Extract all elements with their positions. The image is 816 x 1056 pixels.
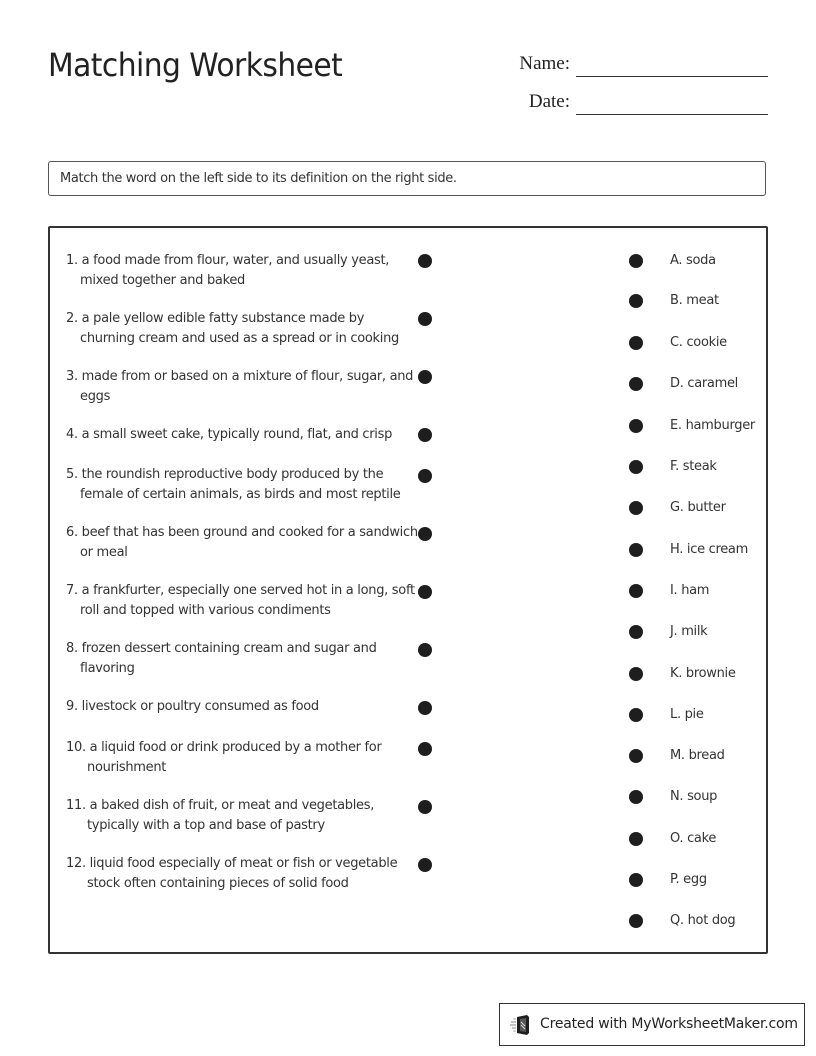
question-dot-10[interactable] xyxy=(418,742,432,756)
question-text: made from or based on a mixture of flour, sugar, and eggs xyxy=(80,369,414,404)
answer-item: A. soda xyxy=(670,253,716,268)
question-text: a small sweet cake, typically round, flat, and crisp xyxy=(81,427,393,442)
question-text: liquid food especially of meat or fish or vegetable stock often containing pieces of solid food xyxy=(87,856,398,891)
question-item xyxy=(66,523,420,562)
question-text: beef that has been ground and cooked for a sandwich or meal xyxy=(80,525,418,560)
question-item xyxy=(66,738,427,777)
answer-dot-q[interactable] xyxy=(629,914,643,928)
question-dot-1[interactable] xyxy=(418,254,432,268)
answer-dot-m[interactable] xyxy=(629,749,643,763)
question-text: a pale yellow edible fatty substance made by churning cream and used as a spread or in cooking xyxy=(80,311,399,346)
answer-item: G. butter xyxy=(670,500,726,515)
question-text: livestock or poultry consumed as food xyxy=(81,699,319,714)
answer-dot-l[interactable] xyxy=(629,708,643,722)
question-number: 3. xyxy=(66,369,78,384)
answer-item: H. ice cream xyxy=(670,542,748,557)
answer-dot-b[interactable] xyxy=(629,294,643,308)
answer-dot-f[interactable] xyxy=(629,460,643,474)
answer-dot-h[interactable] xyxy=(629,543,643,557)
answer-item: B. meat xyxy=(670,293,719,308)
answer-item: N. soup xyxy=(670,789,718,804)
question-number: 12. xyxy=(66,856,86,871)
instructions-text: Match the word on the left side to its definition on the right side. xyxy=(60,171,457,186)
answer-dot-d[interactable] xyxy=(629,377,643,391)
question-item xyxy=(66,639,420,678)
answer-item: D. caramel xyxy=(670,376,738,391)
question-number: 1. xyxy=(66,253,78,268)
answer-item: J. milk xyxy=(670,624,708,639)
question-number: 9. xyxy=(66,699,78,714)
question-number: 10. xyxy=(66,740,86,755)
worksheet-maker-logo-icon xyxy=(510,1014,532,1036)
question-text: the roundish reproductive body produced by the female of certain animals, as birds and most reptile xyxy=(80,467,401,502)
answer-item: P. egg xyxy=(670,872,707,887)
answer-dot-a[interactable] xyxy=(629,254,643,268)
question-dot-8[interactable] xyxy=(418,643,432,657)
question-dot-6[interactable] xyxy=(418,527,432,541)
answer-item: E. hamburger xyxy=(670,418,755,433)
question-text: a food made from flour, water, and usually yeast, mixed together and baked xyxy=(80,253,390,288)
question-text: a liquid food or drink produced by a mother for nourishment xyxy=(87,740,382,775)
footer-text: Created with MyWorksheetMaker.com xyxy=(540,1016,798,1032)
question-item xyxy=(66,309,420,348)
question-item xyxy=(66,251,420,290)
answer-item: Q. hot dog xyxy=(670,913,736,928)
answer-dot-p[interactable] xyxy=(629,873,643,887)
answer-item: M. bread xyxy=(670,748,725,763)
question-number: 2. xyxy=(66,311,78,326)
answer-dot-j[interactable] xyxy=(629,625,643,639)
instructions-box xyxy=(48,161,766,196)
question-item xyxy=(66,367,420,406)
question-dot-12[interactable] xyxy=(418,858,432,872)
question-item xyxy=(66,697,420,717)
question-item xyxy=(66,854,427,893)
question-item xyxy=(66,581,420,620)
answer-dot-n[interactable] xyxy=(629,790,643,804)
question-number: 11. xyxy=(66,798,86,813)
answer-item: I. ham xyxy=(670,583,710,598)
answer-item: K. brownie xyxy=(670,666,736,681)
name-label: Name: xyxy=(519,53,570,74)
question-number: 4. xyxy=(66,427,78,442)
question-dot-2[interactable] xyxy=(418,312,432,326)
answer-dot-e[interactable] xyxy=(629,419,643,433)
answer-item: O. cake xyxy=(670,831,717,846)
page-title: Matching Worksheet xyxy=(48,46,343,84)
question-dot-7[interactable] xyxy=(418,585,432,599)
question-text: frozen dessert containing cream and sugar and flavoring xyxy=(80,641,377,676)
name-field-line[interactable] xyxy=(576,76,768,77)
question-dot-11[interactable] xyxy=(418,800,432,814)
question-item xyxy=(66,465,420,504)
question-dot-3[interactable] xyxy=(418,370,432,384)
question-text: a frankfurter, especially one served hot in a long, soft roll and topped with various condiments xyxy=(80,583,415,618)
question-number: 5. xyxy=(66,467,78,482)
question-item xyxy=(66,796,427,835)
answer-dot-k[interactable] xyxy=(629,667,643,681)
date-field-line[interactable] xyxy=(576,114,768,115)
question-dot-4[interactable] xyxy=(418,428,432,442)
question-number: 6. xyxy=(66,525,78,540)
answer-item: C. cookie xyxy=(670,335,727,350)
answer-dot-g[interactable] xyxy=(629,501,643,515)
answer-dot-o[interactable] xyxy=(629,832,643,846)
question-dot-5[interactable] xyxy=(418,469,432,483)
question-item xyxy=(66,425,420,445)
footer-credit[interactable] xyxy=(499,1003,805,1046)
question-dot-9[interactable] xyxy=(418,701,432,715)
answer-dot-c[interactable] xyxy=(629,336,643,350)
answer-item: L. pie xyxy=(670,707,704,722)
question-number: 7. xyxy=(66,583,78,598)
answer-dot-i[interactable] xyxy=(629,584,643,598)
date-label: Date: xyxy=(528,91,570,112)
question-number: 8. xyxy=(66,641,78,656)
answer-item: F. steak xyxy=(670,459,717,474)
question-text: a baked dish of fruit, or meat and vegetables, typically with a top and base of pastry xyxy=(87,798,375,833)
